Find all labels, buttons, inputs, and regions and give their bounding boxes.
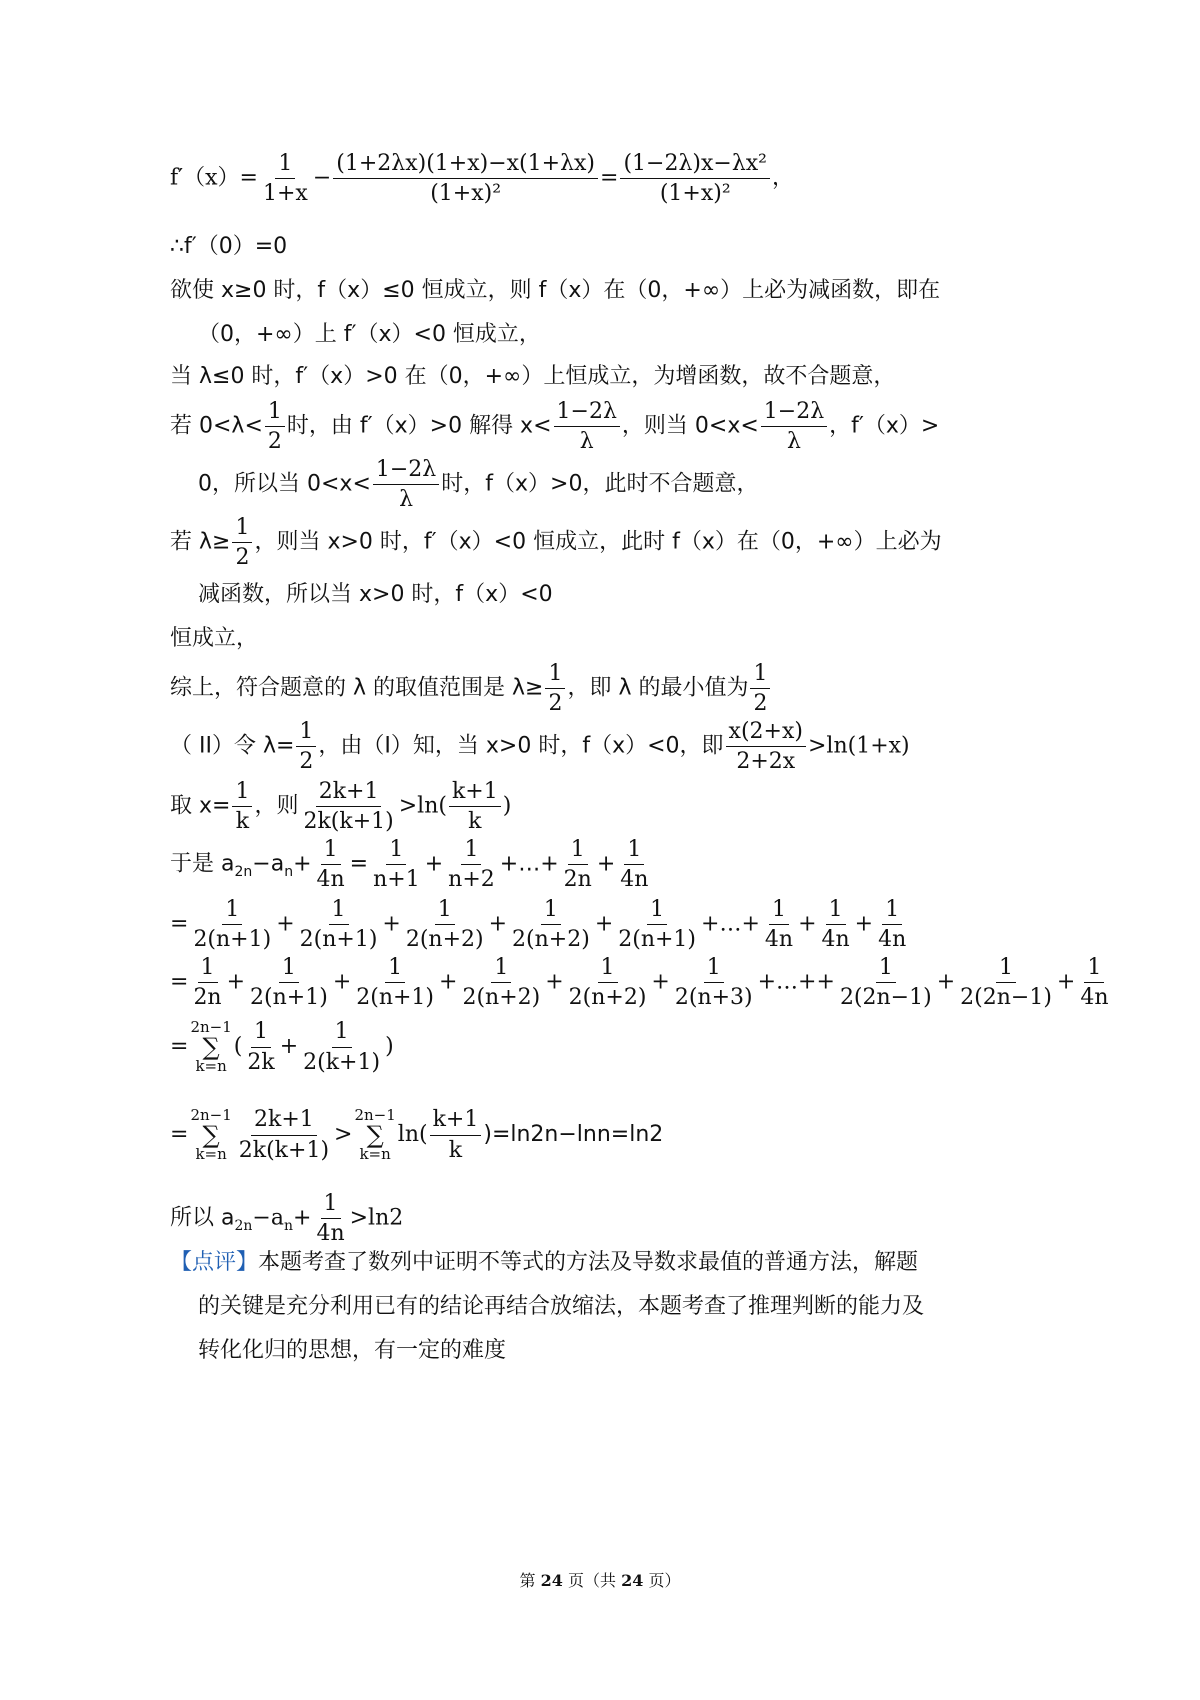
- fraction: $\frac{1-2\lambda}{\lambda}$: [554, 400, 620, 453]
- text-line: = $\frac{1}{2n}$ + $\frac{1}{2(n+1)}$ + $\frac{1}{2(n+1)}$ + $\frac{1}{2(n+2)}$ + $\frac{1}{2(n+2)}$ + $\frac{1}{2(n+3)}$ +…++ $\frac{1}{2(2n-1)}$ + $\frac{1}{2(2n-1)}$ + $\frac{1}{4n}$: [170, 956, 1114, 1009]
- fraction: $\frac{k+1}{k}$: [449, 780, 501, 833]
- derivative-line: f′（x）= $\frac{1}{1+x}$ − $\frac{(1+2\lambda x)(1+x)-x(1+\lambda x)}{\text{(1+x)²}}$ = $\frac{\text{(1−2λ)x−λx²}}{\text{(1+x)²}}$ ，: [170, 151, 795, 207]
- text-line: （0，+∞）上 f′（x）<0 恒成立，: [198, 322, 541, 347]
- text-line: ∴f′（0）=0: [170, 234, 288, 259]
- fraction: $\frac{1}{4n}$: [620, 837, 649, 893]
- text-line: 减函数，所以当 x>0 时，f（x）<0: [198, 582, 553, 607]
- fraction: $\frac{1}{2(n+2)}$: [462, 955, 541, 1011]
- comment-line: 【点评】本题考查了数列中证明不等式的方法及导数求最值的普通方法，解题: [170, 1250, 919, 1275]
- comment-line: 转化化归的思想，有一定的难度: [198, 1338, 507, 1363]
- fraction: $\frac{1}{2(n+1)}$: [618, 897, 697, 953]
- fraction: $\frac{1}{4n}$: [1080, 955, 1109, 1011]
- fraction: $\frac{2k+1}{2k(k+1)}$: [238, 1107, 330, 1163]
- fraction: $\frac{1}{2n}$: [563, 837, 592, 893]
- fraction: $\frac{1-2\lambda}{\lambda}$: [373, 458, 439, 511]
- comment-line: 的关键是充分利用已有的结论再结合放缩法，本题考查了推理判断的能力及: [198, 1294, 925, 1319]
- text-line: 0，所以当 0<x< $\frac{1-2\lambda}{\lambda}$ 时，f（x）>0，此时不合题意，: [198, 457, 759, 513]
- fraction: $\frac{1}{2}$: [545, 662, 565, 715]
- fraction: $\frac{\text{(1−2λ)x−λx²}}{\text{(1+x)²}}$: [620, 152, 770, 205]
- summation: 2n−1 ∑ k=n: [190, 1018, 232, 1075]
- fraction: $\frac{k+1}{k}$: [430, 1108, 482, 1161]
- fraction: $\frac{1}{2}$: [232, 516, 252, 569]
- fraction: $\frac{1}{2(n+1)}$: [356, 955, 435, 1011]
- text-line: 取 x= $\frac{1}{k}$ ，则 $\frac{2k+1}{2k(k+1)}$ >ln( $\frac{k+1}{k}$ ): [170, 779, 512, 835]
- text-line: 恒成立，: [170, 626, 259, 651]
- text-line: 于是 $a_{2n}-a_n+$ $\frac{1}{4n}$ = $\frac{1}{n+1}$ + $\frac{1}{n+2}$ +…+ $\frac{1}{2n}$ + $\frac{1}{4n}$: [170, 838, 653, 891]
- fraction: $\frac{1}{4n}$: [316, 837, 345, 893]
- page-total: 24: [621, 1571, 644, 1590]
- fraction: $\frac{1}{4n}$: [764, 897, 794, 953]
- fraction: $\frac{1}{2(n+2)}$: [568, 955, 647, 1011]
- fraction: $\frac{1}{2(n+1)}$: [250, 955, 328, 1011]
- comment-tag: 【点评】: [170, 1250, 259, 1275]
- fraction: $\frac{1}{4n}$: [316, 1191, 345, 1247]
- fraction: $\frac{(1+2\lambda x)(1+x)-x(1+\lambda x)}{\text{(1+x)²}}$: [333, 152, 598, 205]
- fraction: $\frac{1}{2(k+1)}$: [303, 1019, 381, 1075]
- text-line: = $\frac{1}{2(n+1)}$ + $\frac{1}{2(n+1)}$ + $\frac{1}{2(n+2)}$ + $\frac{1}{2(n+2)}$ + $\frac{1}{2(n+1)}$ +…+ $\frac{1}{4n}$ + $\frac{1}{4n}$ + $\frac{1}{4n}$: [170, 898, 911, 951]
- text-line: 若 0<λ< $\frac{1}{2}$ 时，由 f′（x）>0 解得 x< $\frac{1-2\lambda}{\lambda}$ ，则当 0<x< $\frac{1-2\lambda}{\lambda}$ ，f′（x）>: [170, 399, 940, 455]
- text-line: 欲使 x≥0 时，f（x）≤0 恒成立，则 f（x）在（0，+∞）上必为减函数，即在: [170, 278, 941, 303]
- fraction: $\frac{1}{2n}$: [193, 955, 222, 1011]
- summation: 2n−1 ∑ k=n: [190, 1106, 232, 1163]
- text-line: 综上，符合题意的 λ 的取值范围是 λ≥ $\frac{1}{2}$ ，即 λ 的最小值为 $\frac{1}{2}$: [170, 662, 772, 715]
- text-line: 若 λ≥ $\frac{1}{2}$ ，则当 x>0 时，f′（x）<0 恒成立，此时 f（x）在（0，+∞）上必为: [170, 515, 942, 571]
- fraction: $\frac{1}{2}$: [296, 720, 316, 773]
- fraction: $\frac{1}{n+1}$: [373, 837, 420, 893]
- page-number: 24: [540, 1571, 563, 1590]
- fraction: $\frac{2k+1}{2k(k+1)}$: [303, 779, 394, 835]
- fraction: $\frac{1}{2k}$: [247, 1019, 275, 1075]
- fraction: $\frac{1}{2}$: [265, 400, 285, 453]
- fraction: $\frac{1-2\lambda}{\lambda}$: [761, 400, 827, 453]
- fraction: $\frac{1}{4n}$: [878, 897, 907, 953]
- text-line: （ II）令 λ= $\frac{1}{2}$ ，由（I）知，当 x>0 时，f（x）<0，即 $\frac{x(2+x)}{2+2x}$ >ln(1+x): [170, 719, 910, 775]
- page-footer: 第 24 页（共 24 页）: [519, 1571, 681, 1590]
- fraction: $\frac{1}{2(n+1)}$: [299, 897, 378, 953]
- fraction: $\frac{1}{2(n+1)}$: [193, 897, 272, 953]
- fraction: $\frac{1}{1+x}$: [262, 151, 308, 207]
- fraction: $\frac{1}{2}$: [750, 662, 770, 715]
- fraction: $\frac{1}{k}$: [232, 780, 252, 833]
- summation: 2n−1 ∑ k=n: [354, 1106, 396, 1163]
- fraction: $\frac{1}{2(n+3)}$: [674, 955, 753, 1011]
- text-line: = 2n−1 ∑ k=n ( $\frac{1}{2k}$ + $\frac{1}{2(k+1)}$ ): [170, 1018, 394, 1075]
- fraction: $\frac{1}{2(2n-1)}$: [839, 955, 932, 1011]
- text-line: = 2n−1 ∑ k=n $\frac{2k+1}{2k(k+1)}$ > 2n−1 ∑ k=n ln( $\frac{k+1}{k}$ )=ln2n−lnn=ln2: [170, 1106, 664, 1163]
- fraction: $\frac{1}{n+2}$: [448, 837, 495, 893]
- text-line: 所以 $a_{2n}-a_n+$ $\frac{1}{4n}$ >ln2: [170, 1191, 404, 1247]
- fraction: $\frac{1}{2(2n-1)}$: [960, 955, 1052, 1011]
- fraction: $\frac{1}{2(n+2)}$: [405, 897, 484, 953]
- fraction: $\frac{1}{2(n+2)}$: [512, 897, 590, 953]
- fraction: $\frac{x(2+x)}{2+2x}$: [726, 720, 806, 773]
- fraction: $\frac{1}{4n}$: [821, 897, 850, 953]
- text-line: 当 λ≤0 时，f′（x）>0 在（0，+∞）上恒成立，为增函数，故不合题意，: [170, 364, 896, 389]
